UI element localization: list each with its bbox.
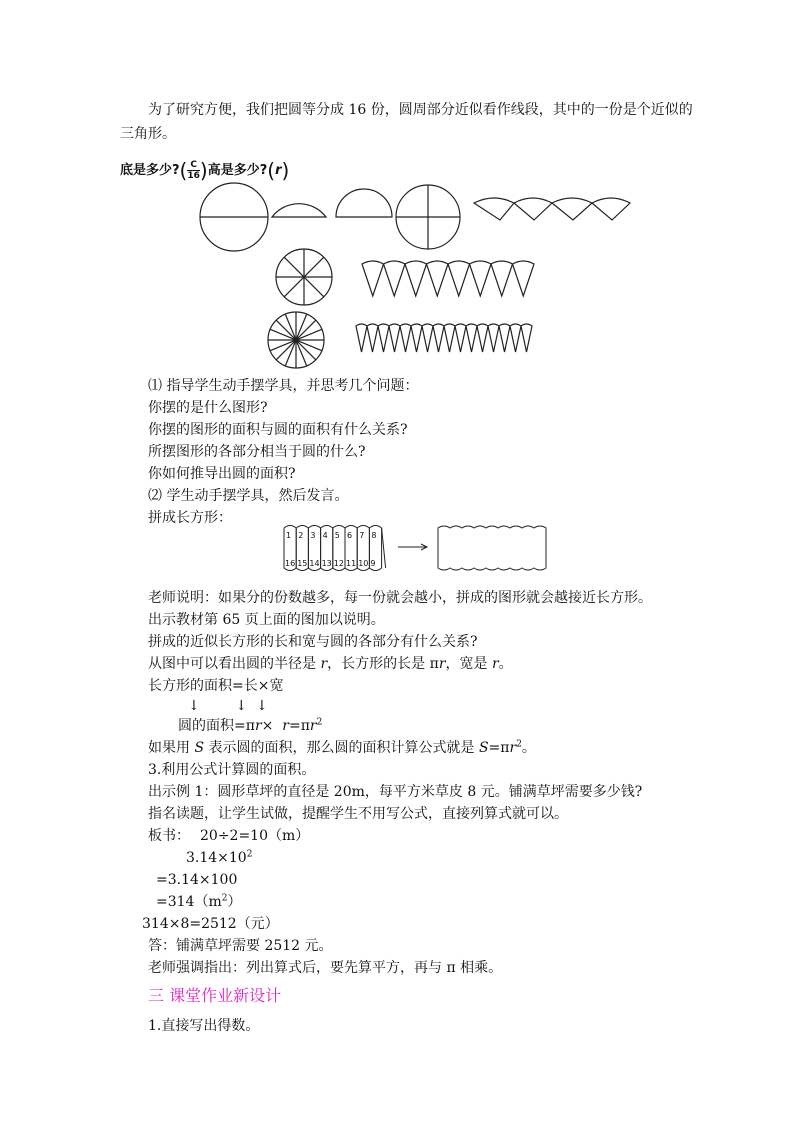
strip-number-top: 1 (286, 531, 292, 540)
strip-number-top: 3 (310, 531, 316, 540)
board-step-2-sup: 2 (246, 849, 253, 860)
explain-7-sup: 2 (516, 739, 522, 750)
fraction-denominator: 16 (187, 171, 200, 181)
intro-line-2: 三角形。 (120, 126, 176, 142)
rect-label: 拼成长方形： (148, 510, 232, 526)
explain-7-s2: S (478, 740, 489, 756)
intro-line-1: 为了研究方便，我们把圆等分成 16 份，圆周部分近似看作线段，其中的一份是个近似的 (148, 102, 693, 118)
explain-7-mid: 表示圆的面积，那么圆的面积计算公式就是 (204, 740, 479, 756)
strip-number-top: 2 (298, 531, 304, 540)
board-step-5: 314×8=2512（元） (142, 916, 279, 932)
explain-4-end: 。 (498, 656, 513, 672)
board-label: 板书： (148, 828, 190, 844)
fraction-numerator: C (190, 160, 197, 170)
explain-4 (148, 654, 513, 674)
question-r: r (275, 163, 282, 178)
explain-7-end: 。 (521, 740, 536, 756)
strip-number-bottom: 11 (346, 559, 357, 568)
explain-7-pre: 如果用 (148, 740, 195, 756)
board-step-4-end: ） (227, 894, 242, 910)
board-step-4 (156, 892, 241, 912)
strip-number-top: 5 (334, 531, 340, 540)
explain-7-s: S (194, 740, 205, 756)
explain-4-mid2: ，宽是 (445, 656, 492, 672)
board-step-4-pre: =314（m (156, 894, 222, 910)
section-heading: 三 课堂作业新设计 (148, 986, 282, 1005)
board-step-1: 20÷2=10（m） (200, 828, 310, 844)
strip-number-bottom: 13 (321, 559, 332, 568)
question-mid: 高是多少? (207, 163, 268, 178)
strip-number-bottom: 15 (297, 559, 308, 568)
question-prefix: 底是多少? (120, 163, 180, 178)
question-1: 你摆的是什么图形? (148, 400, 268, 416)
explain-2: 出示教材第 65 页上面的图加以说明。 (148, 612, 385, 628)
explain-1: 老师说明：如果分的份数越多，每一份就会越小，拼成的图形就会越接近长方形。 (148, 590, 652, 606)
strip-number-top: 8 (371, 531, 377, 540)
explain-4-pre: 从图中可以看出圆的半径是 (148, 656, 321, 672)
step-1: ⑴ 指导学生动手摆学具，并思考几个问题： (148, 378, 419, 394)
board-step-4-sup: 2 (221, 893, 228, 904)
example-instruction: 指名读题，让学生试做，提醒学生不用写公式，直接列算式就可以。 (148, 806, 568, 822)
explain-7 (148, 738, 536, 758)
question-3: 所摆图形的各部分相当于圆的什么? (148, 444, 366, 460)
strip-number-top: 4 (322, 531, 328, 540)
board-step-3: =3.14×100 (156, 872, 238, 888)
strip-number-bottom: 9 (370, 559, 376, 568)
approx-rectangle (438, 526, 546, 570)
formula-eq: =π (288, 718, 310, 734)
teacher-stress: 老师强调指出：列出算式后，要先算平方，再与 π 相乘。 (148, 960, 503, 976)
board-step-2 (186, 848, 252, 868)
question-2: 你摆的图形的面积与圆的面积有什么关系? (148, 422, 408, 438)
strip-number-bottom: 12 (333, 559, 344, 568)
strip-number-top: 6 (347, 531, 353, 540)
rect-area-formula: 长方形的面积=长×宽 (148, 678, 284, 694)
circle-area-formula (178, 716, 322, 736)
explain-3: 拼成的近似长方形的长和宽与圆的各部分有什么关系? (148, 634, 478, 650)
formula-mid: × (261, 718, 283, 734)
strip-edge (382, 528, 386, 568)
board-step-2-base: 3.14×10 (186, 850, 247, 866)
derivation-arrows: ↓ ↓ ↓ (188, 698, 268, 714)
explain-4-r: r (320, 656, 328, 672)
strip-number-top: 7 (359, 531, 365, 540)
strip-number-bottom: 16 (285, 559, 296, 568)
example-title: 3.利用公式计算圆的面积。 (148, 762, 316, 778)
formula-pre: 圆的面积=π (178, 718, 255, 734)
formula-r3: r (309, 718, 317, 734)
explain-7-r: r (509, 740, 517, 756)
strip-number-bottom: 10 (358, 559, 369, 568)
question-line: 底是多少$?(\frac{C}{16}$ )高是多少?(r) (120, 158, 290, 183)
example-1-text: 出示例 1：圆形草坪的直径是 20m，每平方米草皮 8 元。铺满草坪需要多少钱? (148, 784, 643, 800)
explain-4-r2: r (438, 656, 446, 672)
answer-line: 答：铺满草坪需要 2512 元。 (148, 938, 333, 954)
exercise-item-1: 1.直接写出得数。 (148, 1018, 260, 1034)
explain-4-r3: r (491, 656, 499, 672)
explain-4-mid: ，长方形的长是 π (327, 656, 439, 672)
explain-7-eq: =π (488, 740, 510, 756)
formula-r2: r (282, 718, 289, 734)
question-4: 你如何推导出圆的面积? (148, 466, 296, 482)
formula-sup: 2 (316, 717, 323, 728)
strip-number-bottom: 14 (309, 559, 320, 568)
step-2: ⑵ 学生动手摆学具，然后发言。 (148, 488, 349, 504)
formula-r: r (254, 718, 262, 734)
